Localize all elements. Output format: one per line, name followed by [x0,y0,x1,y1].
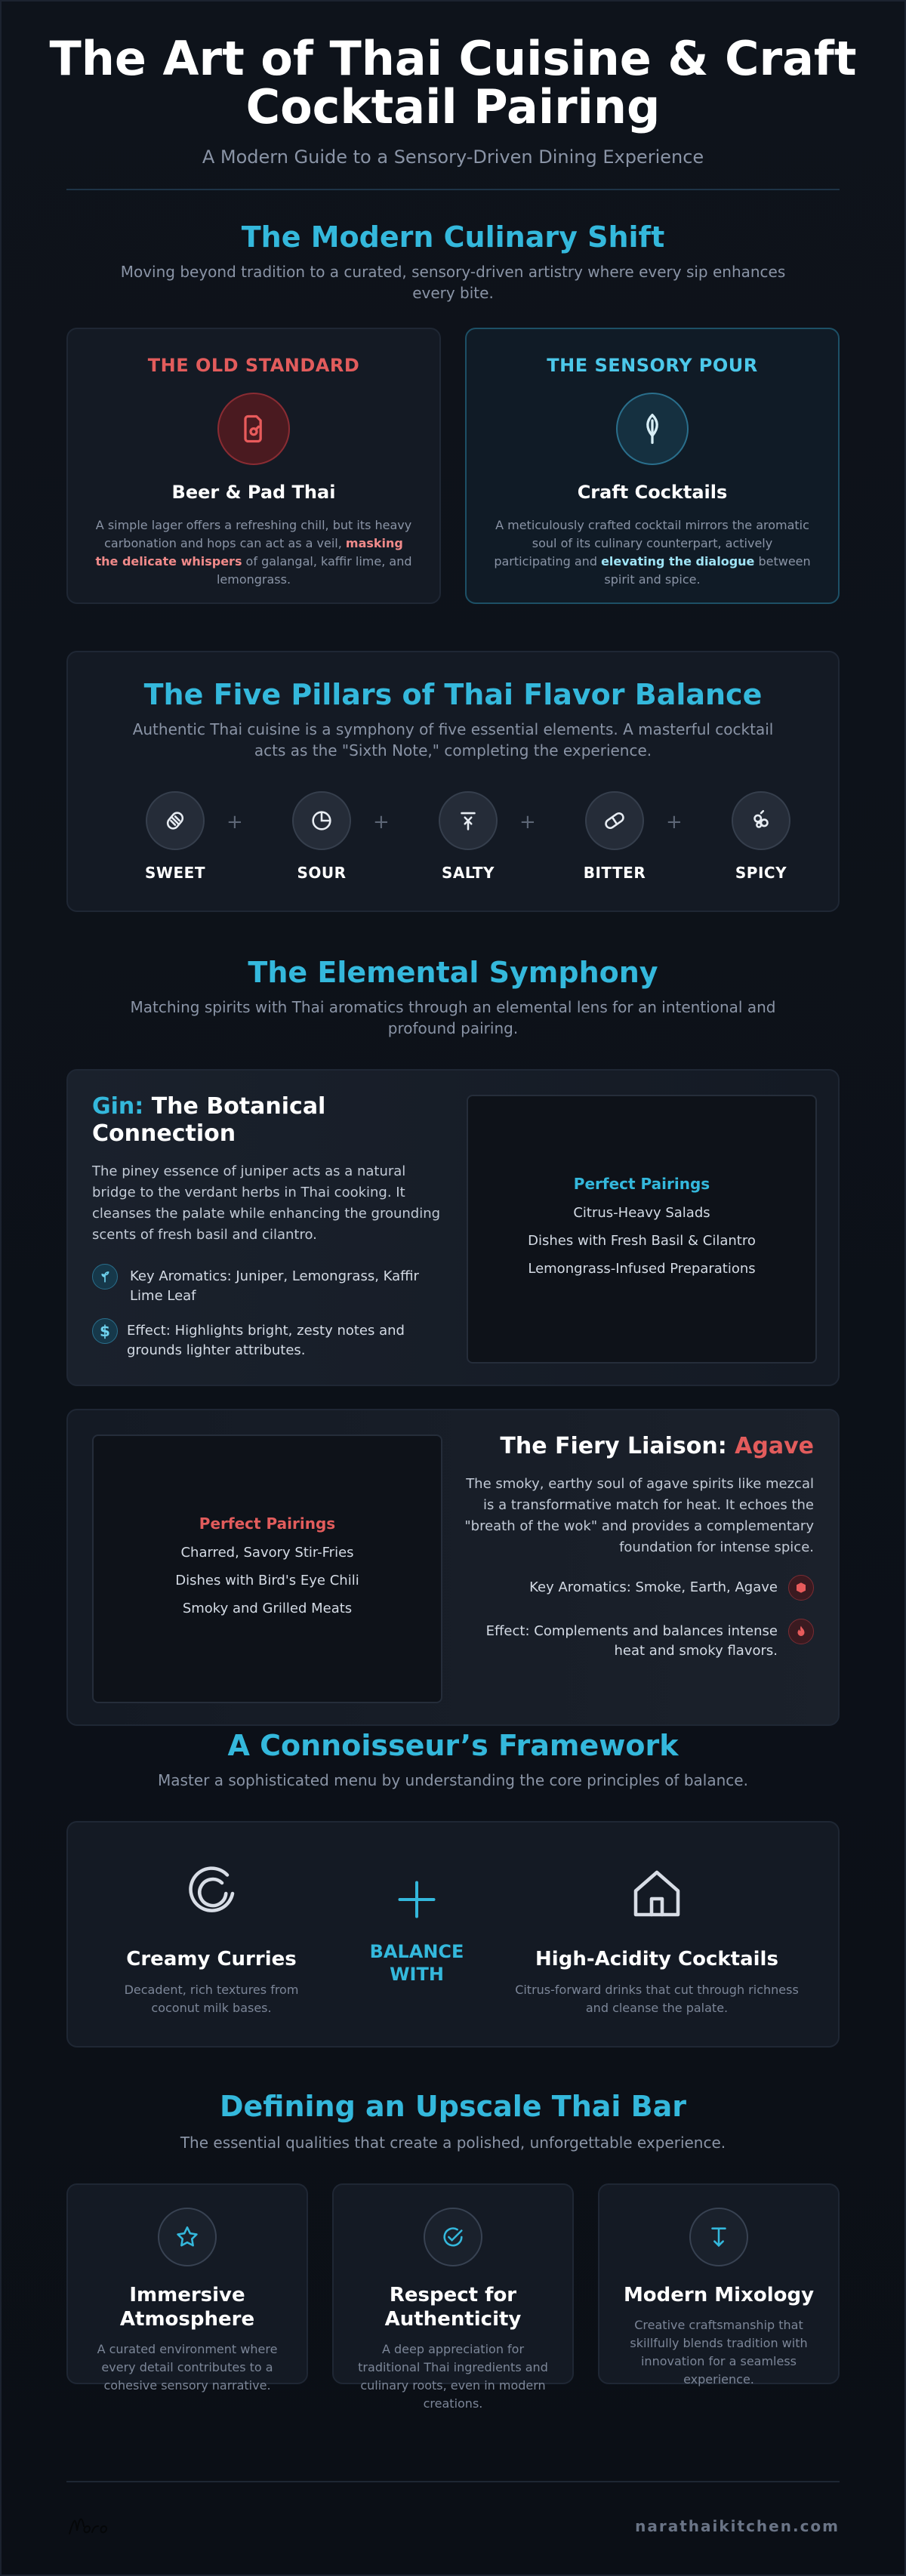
star-icon [158,2208,217,2266]
pillar-spicy: SPICY [716,791,806,882]
fire-icon [788,1619,814,1644]
gin-card [66,1069,840,1386]
plus-icon [356,1877,477,1930]
quality-modern-mixology: Modern Mixology Creative craftsmanship that skillfully blends tradition with innovation for a seamless experience. [598,2183,840,2384]
candy-icon [146,791,205,850]
gin-pairings-title: Perfect Pairings [573,1175,710,1193]
agave-pairing-item: Smoky and Grilled Meats [182,1601,353,1616]
cube-icon [788,1575,814,1601]
framework-creamy-curries: Creamy Curries Decadent, rich textures from coconut milk bases. [98,1862,325,2017]
page-subtitle: A Modern Guide to a Sensory-Driven Dining Experience [202,146,704,168]
pillars-subtitle: Authentic Thai cuisine is a symphony of five essential elements. A masterful cocktail acts as the "Sixth Note," completing the experience. [132,720,774,760]
symphony-title: The Elemental Symphony [248,956,658,989]
pillar-plus-4: + [666,811,683,834]
gin-pairings-box [467,1095,817,1363]
pillar-bitter: BITTER [569,791,660,882]
shift-section-subtitle: Moving beyond tradition to a curated, sensory-driven artistry where every sip enhances every bite. [120,263,786,302]
gin-effect: $ Effect: Highlights bright, zesty notes and grounds lighter attributes. [92,1318,447,1360]
cocktail-stirrer-icon [689,2208,748,2266]
agave-card [66,1409,840,1726]
old-standard-tag: THE OLD STANDARD [147,355,360,376]
gin-body: The piney essence of juniper acts as a natural bridge to the verdant herbs in Thai cooking. It cleanses the palate while enhancing the grounding scents of fresh basil and cilantro. [92,1163,441,1243]
agave-pairings-box [92,1434,442,1703]
sensory-pour-card [465,328,840,604]
agave-aromatics: Key Aromatics: Smoke, Earth, Agave [451,1575,814,1601]
salt-icon [439,791,498,850]
page-title: The Art of Thai Cuisine & Craft Cocktail Pairing [49,31,857,134]
agave-pairing-item: Charred, Savory Stir-Fries [180,1545,354,1561]
agave-pairings-title: Perfect Pairings [199,1514,336,1533]
footer-divider [66,2481,840,2482]
dollar-icon: $ [92,1318,118,1344]
pillar-plus-3: + [519,811,536,834]
pillar-salty: SALTY [423,791,513,882]
framework-high-acidity: High-Acidity Cocktails Citrus-forward drinks that cut through richness and cleanse the palate. [506,1862,808,2017]
framework-card [66,1821,840,2048]
gin-pairing-item: Citrus-Heavy Salads [573,1205,710,1221]
gin-title: Gin: The Botanical Connection [92,1093,326,1147]
feather-leaf-icon [616,393,689,465]
gin-pairing-item: Dishes with Fresh Basil & Cilantro [528,1233,756,1249]
pill-icon [585,791,644,850]
pillar-plus-2: + [373,811,390,834]
shift-section-title: The Modern Culinary Shift [241,220,665,254]
pillar-sweet: SWEET [130,791,220,882]
old-standard-card [66,328,441,604]
old-standard-heading: Beer & Pad Thai [171,482,336,503]
gin-aromatics: Key Aromatics: Juniper, Lemongrass, Kaffir Lime Leaf [92,1264,447,1306]
pillar-sour: SOUR [276,791,367,882]
brand-logo [66,2504,149,2549]
quality-immersive-atmosphere: Immersive Atmosphere A curated environment where every detail contributes to a cohesive sensory narrative. [66,2183,308,2384]
pepper-icon [732,791,790,850]
sensory-pour-tag: THE SENSORY POUR [547,355,758,376]
framework-title: A Connoisseur’s Framework [227,1729,679,1762]
sensory-pour-heading: Craft Cocktails [577,482,728,503]
agave-body: The smoky, earthy soul of agave spirits like mezcal is a transformative match for heat. It echoes the "breath of the wok" and provides a complementary foundation for intense spice. [464,1476,814,1555]
pillars-title: The Five Pillars of Thai Flavor Balance [143,678,763,711]
quality-respect-authenticity: Respect for Authenticity A deep appreciation for traditional Thai ingredients and culinary roots, even in modern creations. [332,2183,574,2384]
pillar-plus-1: + [226,811,243,834]
gin-pairing-item: Lemongrass-Infused Preparations [528,1261,756,1277]
sprout-icon [92,1264,118,1290]
house-icon [506,1862,808,1930]
framework-subtitle: Master a sophisticated menu by understanding the core principles of balance. [158,1771,748,1789]
old-standard-highlight: masking the delicate whispers [95,536,403,569]
old-standard-body: A simple lager offers a refreshing chill, but its heavy carbonation and hops can act as a veil, masking the delicate whispers of galangal, kaffir lime, and lemongrass. [95,518,412,587]
check-circle-icon [424,2208,482,2266]
citrus-slice-icon [292,791,351,850]
sensory-pour-body: A meticulously crafted cocktail mirrors the aromatic soul of its culinary counterpart, actively participating and elevating the dialogue between spirit and spice. [494,518,811,587]
agave-title: The Fiery Liaison: Agave [500,1433,814,1459]
five-pillars-card [66,651,840,912]
footer-website-link[interactable]: narathaikitchen.com [635,2517,840,2535]
sensory-pour-highlight: elevating the dialogue [601,554,755,569]
pillars-row [68,791,838,889]
agave-pairing-item: Dishes with Bird's Eye Chili [175,1573,359,1588]
crescent-swirl-icon [98,1862,325,1930]
upscale-title: Defining an Upscale Thai Bar [219,2090,687,2123]
upscale-subtitle: The essential qualities that create a polished, unforgettable experience. [180,2134,726,2152]
beverage-bottle-icon [217,393,290,465]
framework-balance: BALANCE WITH [356,1877,477,1986]
agave-effect: Effect: Complements and balances intense heat and smoky flavors. [451,1619,814,1661]
symphony-subtitle: Matching spirits with Thai aromatics through an elemental lens for an intentional and profound pairing. [130,998,776,1037]
header-divider [66,189,840,190]
